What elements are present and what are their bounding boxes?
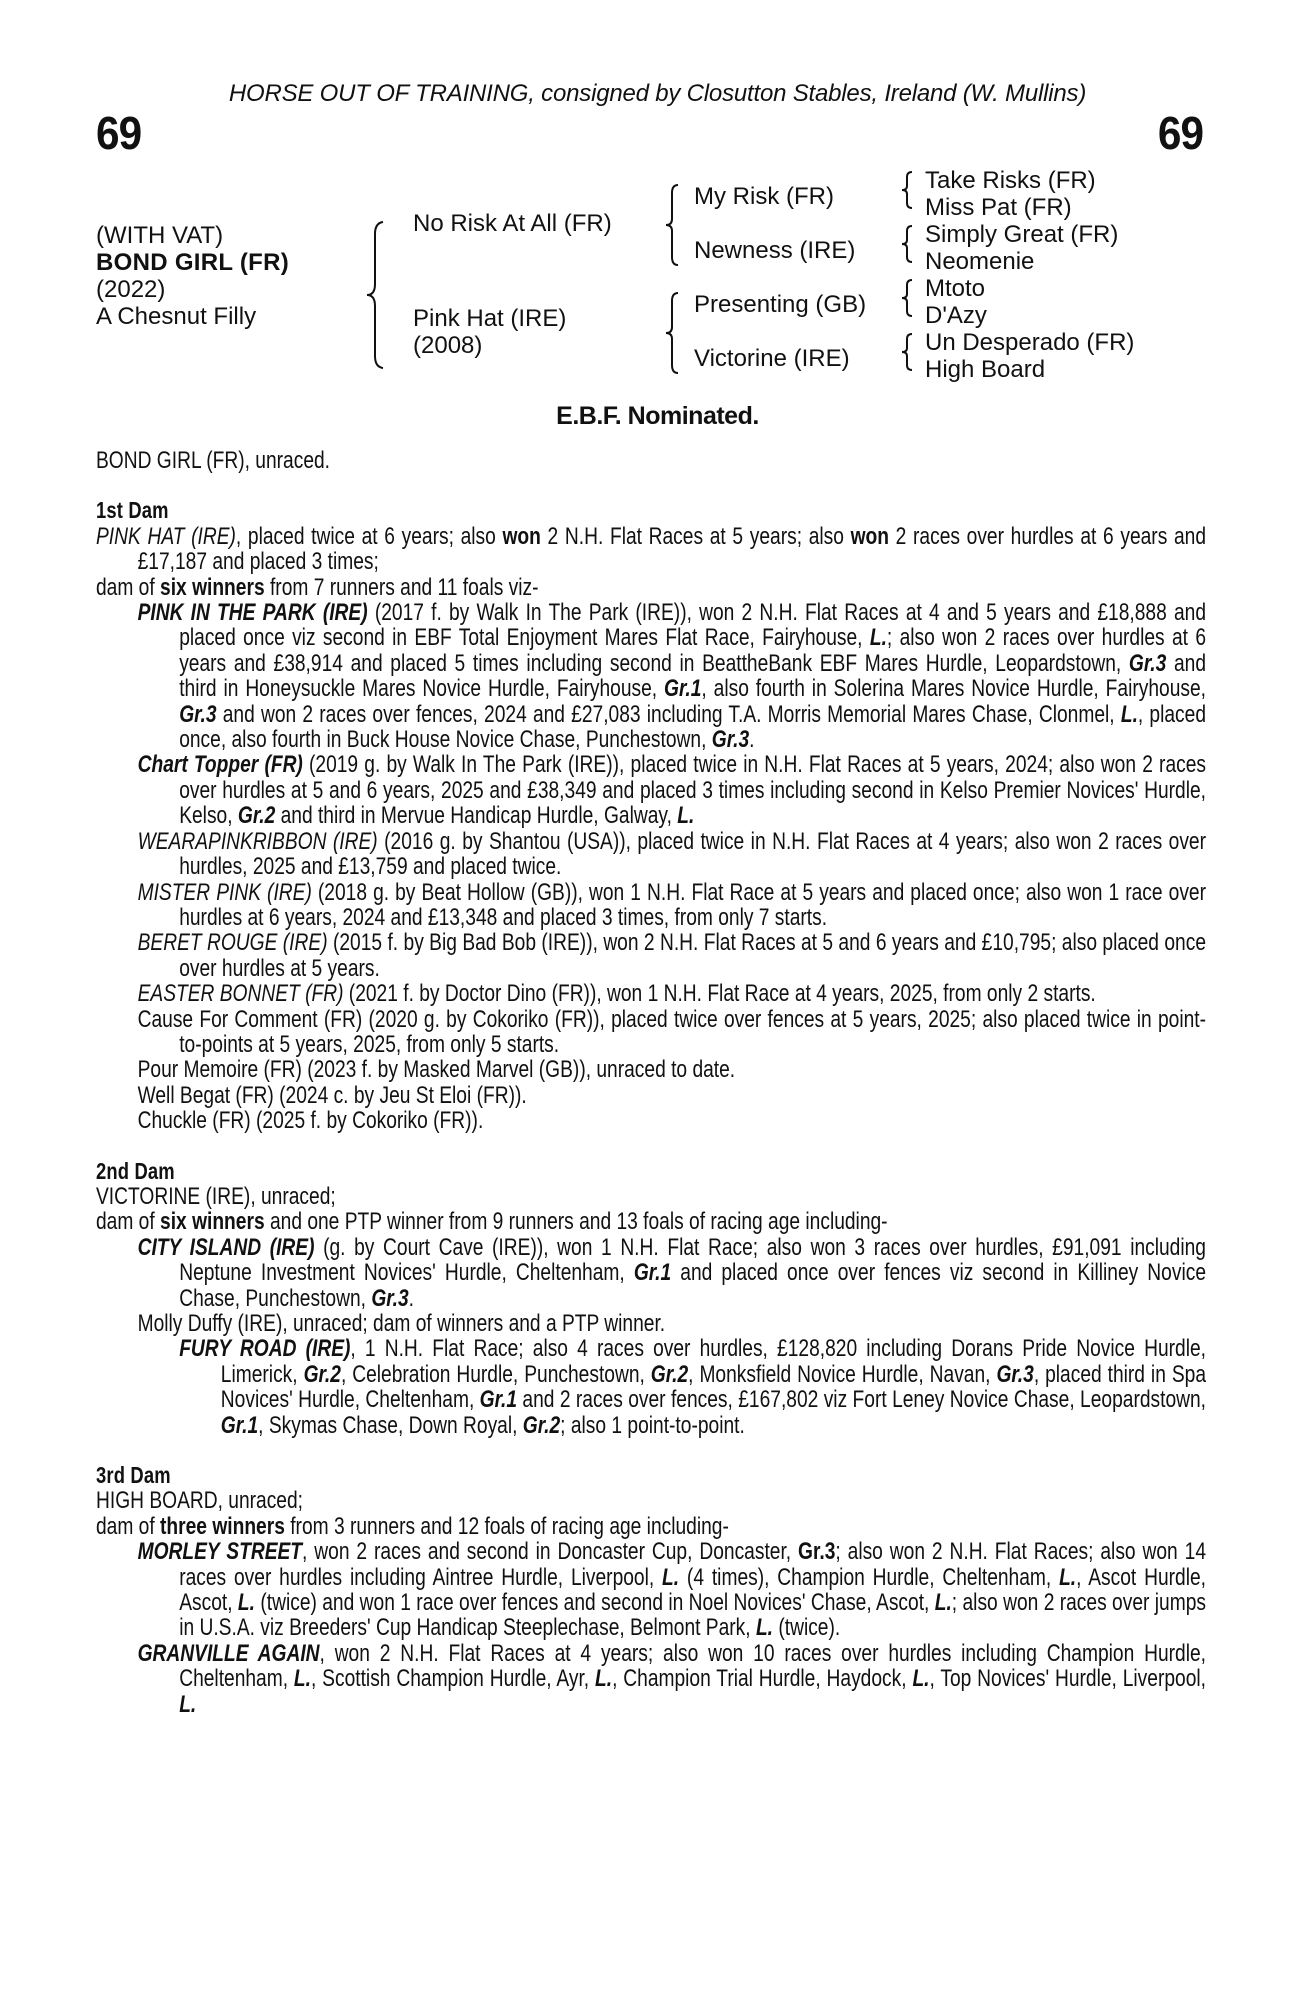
emphasis-text: L. bbox=[677, 802, 695, 830]
text-run: , placed once, also fourth in Buck House Novice Chase, Punchestown, bbox=[179, 700, 1207, 754]
emphasis-text: Gr.2 bbox=[522, 1411, 561, 1439]
text-run: , Scottish Champion Hurdle, Ayr, bbox=[310, 1665, 596, 1693]
text-run: (2017 f. by Walk In The Park (IRE)), won 2 N.H. Flat Races at 4 and 5 years and £18,888 and placed once viz second in EBF Total Enjoyment Mares Flat Race, Fairyhouse, bbox=[179, 599, 1206, 652]
text-run: Cause For Comment (FR) (2020 g. by Cokoriko (FR)), placed twice over fences at 5 years, 2025; also placed twice in point-to-points at 5 years, 2025, from only 5 starts. bbox=[137, 1005, 1207, 1058]
emphasis-text: Gr.3 bbox=[996, 1360, 1034, 1388]
produce-entry bbox=[96, 1108, 1206, 1133]
text-run: and third in Mervue Handicap Hurdle, Galway, bbox=[275, 802, 678, 830]
pedigree-sire: No Risk At All (FR) bbox=[413, 210, 612, 237]
pedigree-sire-dam: Newness (IRE) bbox=[694, 237, 856, 264]
text-run: VICTORINE (IRE), unraced; bbox=[96, 1182, 336, 1210]
emphasis-text: BERET ROUGE (IRE) bbox=[137, 929, 328, 957]
emphasis-text: PINK HAT (IRE) bbox=[96, 522, 236, 550]
lot-number-right: 69 bbox=[1157, 107, 1203, 159]
text-run: Molly Duffy (IRE), unraced; dam of winners and a PTP winner. bbox=[137, 1310, 666, 1337]
emphasis-text: Gr.2 bbox=[303, 1360, 341, 1388]
pedigree-gg-dazy: D'Azy bbox=[925, 302, 987, 329]
body-text bbox=[96, 448, 1206, 1717]
emphasis-text: Gr.1 bbox=[664, 675, 702, 703]
emphasis-text: L. bbox=[662, 1563, 680, 1591]
pedigree-gg-mtoto: Mtoto bbox=[925, 275, 986, 302]
emphasis-text: L. bbox=[934, 1589, 952, 1617]
emphasis-text: Chart Topper (FR) bbox=[137, 751, 303, 779]
text-run: HIGH BOARD, unraced; bbox=[96, 1487, 303, 1515]
grand-produce-list bbox=[96, 1336, 1206, 1438]
section-second-dam bbox=[96, 1159, 1206, 1438]
emphasis-text: Gr.3 bbox=[798, 1538, 836, 1566]
emphasis-text: Gr.2 bbox=[237, 802, 276, 830]
text-run: , Champion Trial Hurdle, Haydock, bbox=[612, 1665, 913, 1693]
pedigree-gg-un-desperado: Un Desperado (FR) bbox=[925, 329, 1135, 356]
text-run: , 1 N.H. Flat Race; also 4 races over hurdles, £128,820 including Dorans Pride Novice Hurdle, Limerick, bbox=[220, 1335, 1207, 1388]
lot-number-left: 69 bbox=[96, 107, 142, 159]
consignor-heading: HORSE OUT OF TRAINING, consigned by Closutton Stables, Ireland (W. Mullins) bbox=[228, 80, 1087, 107]
emphasis-text: L. bbox=[912, 1665, 930, 1693]
pedigree-brace-main bbox=[365, 220, 387, 370]
emphasis-text: L. bbox=[179, 1690, 197, 1718]
section-heading: 3rd Dam bbox=[96, 1462, 171, 1489]
emphasis-text: won bbox=[850, 522, 890, 550]
emphasis-text: six winners bbox=[160, 1208, 265, 1236]
produce-entry bbox=[96, 1235, 1206, 1311]
pedigree-dam bbox=[413, 305, 566, 359]
text-run: Well Begat (FR) (2024 c. by Jeu St Eloi (FR)). bbox=[137, 1081, 527, 1109]
text-run: . bbox=[749, 726, 755, 754]
emphasis-text: six winners bbox=[160, 573, 265, 601]
produce-list bbox=[96, 1235, 1206, 1337]
text-run: from 3 runners and 12 foals of racing age including- bbox=[284, 1512, 729, 1540]
emphasis-text: MORLEY STREET bbox=[137, 1538, 303, 1566]
text-run: , won 2 N.H. Flat Races at 4 years; also won 10 races over hurdles including Champion Hurdle, Cheltenham, bbox=[179, 1639, 1206, 1693]
pedigree-dam-year: (2008) bbox=[413, 332, 483, 359]
ebf-nominated: E.B.F. Nominated. bbox=[556, 402, 759, 430]
emphasis-text: L. bbox=[869, 624, 887, 652]
emphasis-text: Gr.3 bbox=[371, 1284, 409, 1312]
emphasis-text: L. bbox=[595, 1665, 613, 1693]
emphasis-text: Gr.1 bbox=[479, 1386, 518, 1414]
text-run: (twice). bbox=[773, 1614, 841, 1642]
text-run: dam of bbox=[96, 1512, 161, 1540]
produce-entry bbox=[96, 1336, 1206, 1438]
pedigree-brace-sire bbox=[664, 183, 680, 267]
horse-description: A Chesnut Filly bbox=[96, 303, 257, 330]
pedigree-sire-sire: My Risk (FR) bbox=[694, 183, 834, 210]
dam-intro bbox=[96, 1184, 1206, 1209]
text-run: 2 N.H. Flat Races at 5 years; also bbox=[540, 522, 851, 550]
produce-entry bbox=[96, 1641, 1206, 1717]
pedigree-brace-gg-3 bbox=[900, 278, 914, 318]
text-run: ; also won 2 N.H. Flat Races; also won 14 races over hurdles including Aintree Hurdle, Liverpool, bbox=[179, 1538, 1206, 1591]
text-run: and 2 races over fences, £167,802 viz Fort Leney Novice Chase, Leopardstown, bbox=[517, 1386, 1207, 1414]
emphasis-text: WEARAPINKRIBBON (IRE) bbox=[137, 827, 378, 855]
dam-intro bbox=[96, 1488, 1206, 1513]
text-run: , Ascot Hurdle, Ascot, bbox=[179, 1563, 1206, 1617]
pedigree-brace-gg-1 bbox=[900, 170, 914, 210]
spacer bbox=[96, 473, 1206, 498]
horse-identity bbox=[96, 222, 289, 330]
emphasis-text: L. bbox=[1059, 1563, 1077, 1591]
text-run: , Top Novices' Hurdle, Liverpool, bbox=[929, 1665, 1206, 1693]
produce-entry bbox=[96, 1311, 1206, 1336]
produce-entry bbox=[96, 930, 1206, 981]
text-run: 2 races over hurdles at 6 years and £17,187 and placed 3 times; bbox=[137, 522, 1207, 576]
vat-label: (WITH VAT) bbox=[96, 222, 224, 249]
section-heading: 2nd Dam bbox=[96, 1157, 175, 1184]
emphasis-text: L. bbox=[237, 1589, 255, 1617]
text-run: dam of bbox=[96, 573, 161, 601]
text-run: , Monksfield Novice Hurdle, Navan, bbox=[688, 1360, 997, 1388]
produce-list bbox=[96, 1539, 1206, 1717]
text-run: , Skymas Chase, Down Royal, bbox=[258, 1411, 523, 1439]
text-run: and placed once over fences viz second in Killiney Novice Chase, Punchestown, bbox=[179, 1259, 1206, 1312]
emphasis-text: GRANVILLE AGAIN bbox=[137, 1639, 320, 1667]
pedigree-brace-dam bbox=[664, 291, 680, 375]
dam-produce-line bbox=[96, 1209, 1206, 1234]
text-run: (4 times), Champion Hurdle, Cheltenham, bbox=[679, 1563, 1060, 1591]
produce-entry bbox=[96, 1083, 1206, 1108]
text-run: ; also won 2 races over jumps in U.S.A. viz Breeders' Cup Handicap Steeplechase, Belmont Park, bbox=[179, 1589, 1206, 1642]
text-run: from 7 runners and 11 foals viz- bbox=[264, 573, 539, 601]
emphasis-text: FURY ROAD (IRE) bbox=[179, 1335, 351, 1363]
emphasis-text: three winners bbox=[160, 1512, 285, 1540]
horse-name: BOND GIRL (FR) bbox=[96, 249, 290, 276]
emphasis-text: Gr.3 bbox=[179, 700, 217, 728]
text-run: (2018 g. by Beat Hollow (GB)), won 1 N.H. Flat Race at 5 years and placed once; also won 1 race over hurdles at 6 years, 2024 and £13,348 and placed 3 times, from only 7 starts. bbox=[179, 878, 1207, 931]
pedigree-gg-neomenie: Neomenie bbox=[925, 248, 1035, 275]
emphasis-text: PINK IN THE PARK (IRE) bbox=[137, 599, 368, 627]
text-run: and third in Honeysuckle Mares Novice Hurdle, Fairyhouse, bbox=[179, 649, 1206, 703]
text-run: , placed third in Spa Novices' Hurdle, Cheltenham, bbox=[220, 1360, 1206, 1414]
emphasis-text: Gr.3 bbox=[711, 726, 750, 754]
text-run: , won 2 races and second in Doncaster Cup, Doncaster, bbox=[302, 1538, 799, 1566]
page-body bbox=[96, 448, 1206, 1717]
produce-entry bbox=[96, 880, 1206, 931]
produce-list bbox=[96, 600, 1206, 1134]
emphasis-text: won bbox=[502, 522, 541, 550]
pedigree-dam-sire: Presenting (GB) bbox=[694, 291, 867, 318]
text-run: , placed twice at 6 years; also bbox=[235, 522, 503, 550]
emphasis-text: Gr.1 bbox=[633, 1259, 672, 1287]
dam-intro bbox=[96, 524, 1206, 575]
text-run: Chuckle (FR) (2025 f. by Cokoriko (FR)). bbox=[137, 1107, 484, 1135]
emphasis-text: CITY ISLAND (IRE) bbox=[137, 1233, 315, 1261]
text-run: and won 2 races over fences, 2024 and £27,083 including T.A. Morris Memorial Mares Chase, Clonmel, bbox=[216, 700, 1121, 728]
produce-entry bbox=[96, 1007, 1206, 1058]
section-first-dam bbox=[96, 498, 1206, 1133]
emphasis-text: MISTER PINK (IRE) bbox=[137, 878, 312, 906]
emphasis-text: Gr.2 bbox=[650, 1360, 689, 1388]
text-run: and one PTP winner from 9 runners and 13 foals of racing age including- bbox=[264, 1208, 888, 1236]
pedigree-gg-miss-pat: Miss Pat (FR) bbox=[925, 194, 1072, 221]
produce-entry bbox=[96, 752, 1206, 828]
emphasis-text: EASTER BONNET (FR) bbox=[137, 980, 344, 1008]
text-run: Pour Memoire (FR) (2023 f. by Masked Marvel (GB)), unraced to date. bbox=[137, 1056, 736, 1084]
produce-entry bbox=[96, 829, 1206, 880]
text-run: (2021 f. by Doctor Dino (FR)), won 1 N.H. Flat Race at 4 years, 2025, from only 2 starts. bbox=[343, 980, 1096, 1008]
pedigree-gg-simply-great: Simply Great (FR) bbox=[925, 221, 1119, 248]
text-run: ; also won 2 races over hurdles at 6 years and £38,914 and placed 5 times including second in BeattheBank EBF Mares Hurdle, Leopardstown, bbox=[179, 624, 1206, 677]
text-run: (2015 f. by Big Bad Bob (IRE)), won 2 N.H. Flat Races at 5 and 6 years and £10,795; also placed once over hurdles at 5 years. bbox=[179, 929, 1206, 982]
text-run: (2016 g. by Shantou (USA)), placed twice in N.H. Flat Races at 4 years; also won 2 races over hurdles, 2025 and £13,759 and placed twice. bbox=[179, 827, 1206, 881]
emphasis-text: Gr.1 bbox=[220, 1411, 259, 1439]
horse-year: (2022) bbox=[96, 276, 166, 303]
pedigree-gg-take-risks: Take Risks (FR) bbox=[925, 167, 1096, 194]
pedigree-brace-gg-4 bbox=[900, 332, 914, 372]
dam-produce-line bbox=[96, 575, 1206, 600]
text-run: (g. by Court Cave (IRE)), won 1 N.H. Flat Race; also won 3 races over hurdles, £91,091 including Neptune Investment Novices' Hurdle, Cheltenham, bbox=[179, 1233, 1206, 1287]
pedigree-great-grandparents bbox=[925, 167, 1134, 383]
spacer bbox=[96, 1438, 1206, 1463]
section-heading: 1st Dam bbox=[96, 497, 169, 524]
summary-line: BOND GIRL (FR), unraced. bbox=[96, 447, 331, 474]
produce-entry bbox=[96, 1057, 1206, 1082]
text-run: (twice) and won 1 race over fences and second in Noel Novices' Chase, Ascot, bbox=[254, 1589, 935, 1617]
text-run: (2019 g. by Walk In The Park (IRE)), placed twice in N.H. Flat Races at 5 years, 2024; also won 2 races over hurdles at 5 and 6 years, 2025 and £38,349 and placed 3 times including second in Kelso Premier Novices' Hurdle, Kelso, bbox=[179, 751, 1207, 830]
produce-entry bbox=[96, 981, 1206, 1006]
text-run: dam of bbox=[96, 1208, 161, 1236]
text-run: ; also 1 point-to-point. bbox=[560, 1411, 745, 1439]
emphasis-text: Gr.3 bbox=[1128, 649, 1167, 677]
pedigree-gg-high-board: High Board bbox=[925, 356, 1046, 383]
text-run: , Celebration Hurdle, Punchestown, bbox=[340, 1360, 651, 1388]
section-third-dam bbox=[96, 1463, 1206, 1717]
produce-entry bbox=[96, 600, 1206, 752]
emphasis-text: L. bbox=[755, 1614, 774, 1642]
dam-produce-line bbox=[96, 1514, 1206, 1539]
pedigree-brace-gg-2 bbox=[900, 224, 914, 264]
emphasis-text: L. bbox=[1120, 700, 1138, 728]
produce-entry bbox=[96, 1539, 1206, 1641]
text-run: , also fourth in Solerina Mares Novice Hurdle, Fairyhouse, bbox=[701, 675, 1206, 703]
pedigree-dam-dam: Victorine (IRE) bbox=[694, 345, 850, 372]
spacer bbox=[96, 1134, 1206, 1159]
pedigree-dam-name: Pink Hat (IRE) bbox=[413, 305, 567, 332]
emphasis-text: L. bbox=[293, 1665, 311, 1693]
text-run: . bbox=[408, 1284, 415, 1312]
